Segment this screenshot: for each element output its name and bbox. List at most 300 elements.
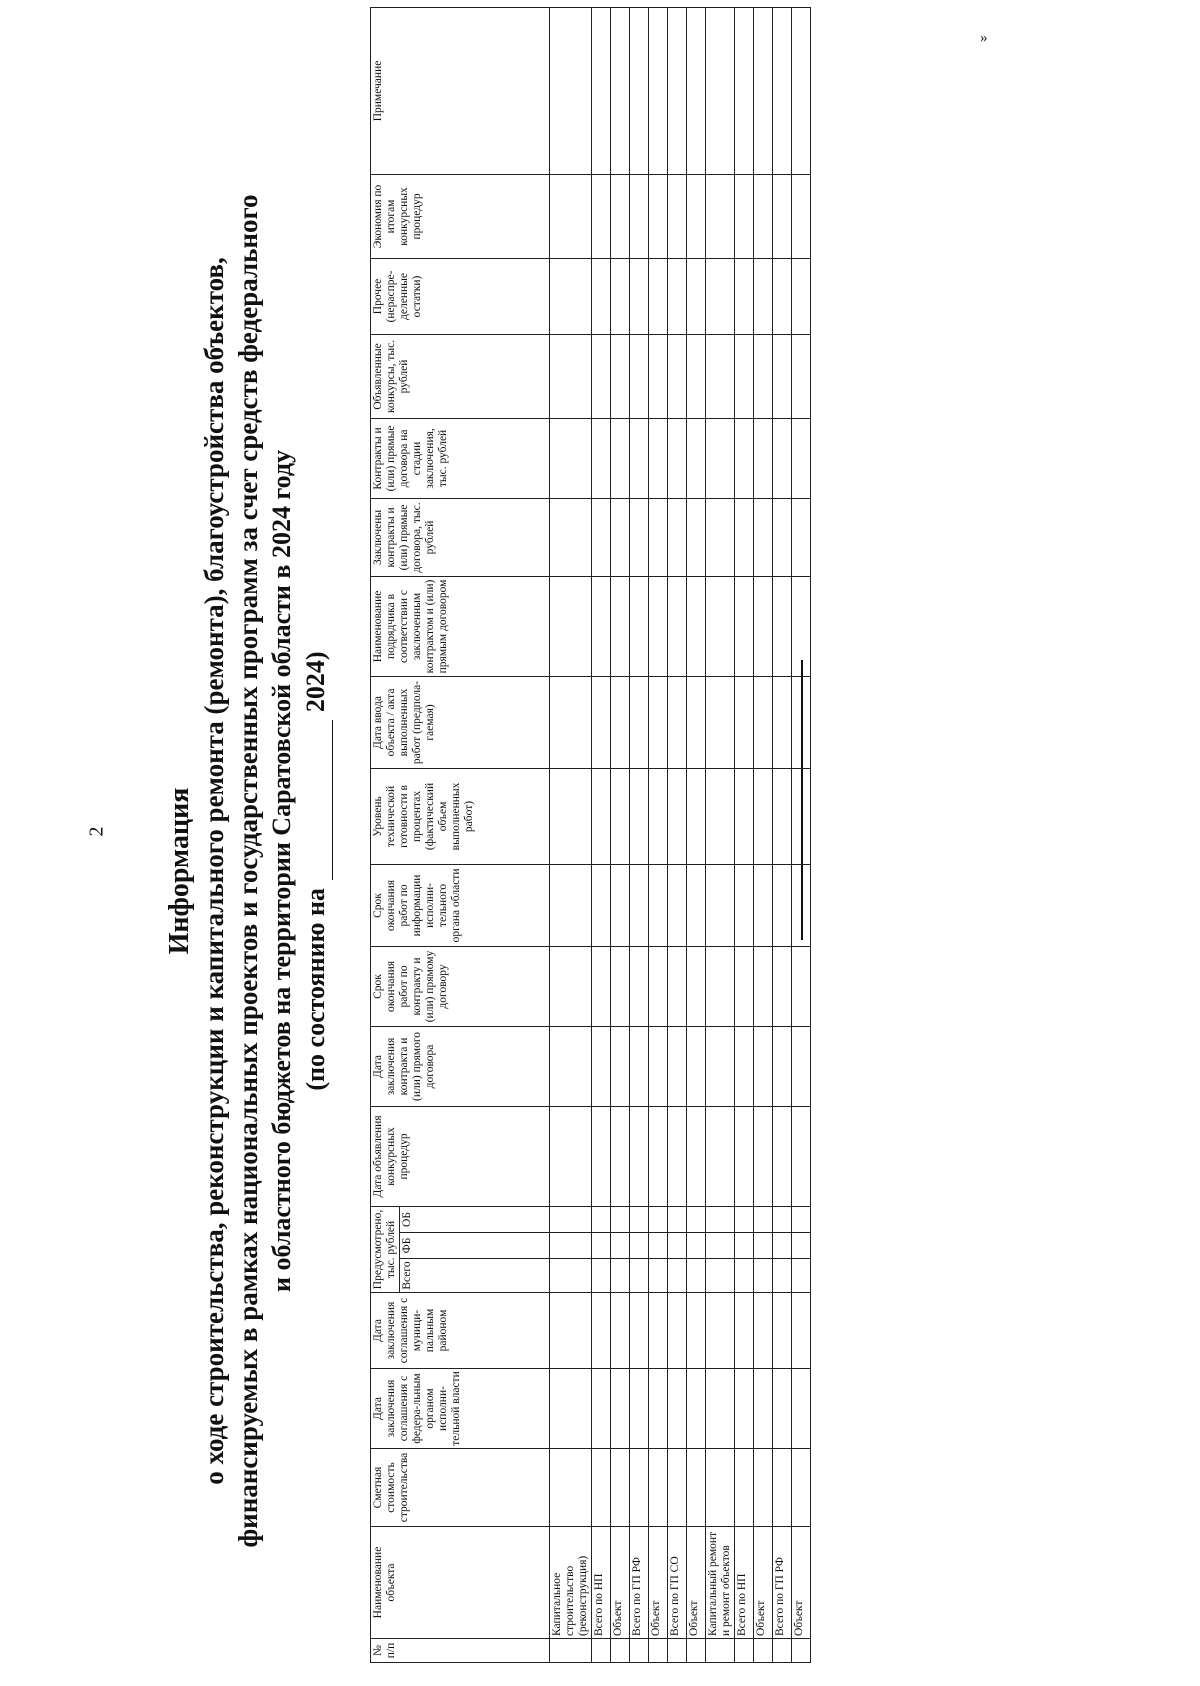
table-cell (773, 418, 792, 498)
table-cell (550, 946, 592, 1026)
table-cell (706, 498, 735, 576)
table-cell (706, 418, 735, 498)
table-cell (792, 1026, 811, 1106)
table-cell (592, 1293, 611, 1369)
corner-mark: » (980, 30, 988, 46)
table-row (668, 7, 687, 1662)
table-cell (592, 1106, 611, 1206)
row-num-cell (592, 1639, 611, 1663)
row-num-cell (550, 1639, 592, 1663)
table-cell (630, 1259, 649, 1293)
table-cell (687, 946, 706, 1026)
table-cell (754, 946, 773, 1026)
table-cell (592, 1233, 611, 1259)
table-cell (611, 1449, 630, 1527)
title-line-2: о ходе строительства, реконструкции и капитального ремонта (ремонта), благоустройства объектов, (199, 257, 229, 1485)
table-cell (649, 864, 668, 946)
table-cell (773, 676, 792, 768)
table-cell (668, 946, 687, 1026)
table-cell (611, 418, 630, 498)
row-num-cell (773, 1639, 792, 1663)
table-cell (668, 334, 687, 418)
table-cell (792, 676, 811, 768)
table-cell (735, 258, 754, 334)
table-cell (706, 174, 735, 258)
table-cell (706, 1293, 735, 1369)
table-cell (611, 334, 630, 418)
table-cell (687, 1206, 706, 1232)
table-cell (550, 1106, 592, 1206)
table-cell (706, 7, 735, 174)
table-cell (687, 676, 706, 768)
table-cell (630, 1206, 649, 1232)
table-cell (735, 7, 754, 174)
table-cell (550, 1293, 592, 1369)
status-date-prefix: (по состоянию на (301, 888, 330, 1091)
table-cell (735, 1026, 754, 1106)
table-cell (792, 174, 811, 258)
table-cell (687, 1369, 706, 1449)
status-date-suffix: 2024) (301, 651, 330, 713)
table-cell (649, 498, 668, 576)
table-cell (773, 1449, 792, 1527)
table-cell (649, 1026, 668, 1106)
table-cell (668, 576, 687, 676)
col-contractor: Наименование подрядчика в соответствии с заключенным контрактом и (или) прямым договором (371, 576, 550, 676)
table-cell (754, 1369, 773, 1449)
table-row (792, 7, 811, 1662)
table-cell (550, 418, 592, 498)
table-cell (687, 498, 706, 576)
table-cell (649, 1233, 668, 1259)
table-cell (592, 1369, 611, 1449)
table-cell (592, 258, 611, 334)
table-cell (792, 1449, 811, 1527)
table-cell (754, 1026, 773, 1106)
table-cell (773, 258, 792, 334)
table-cell (611, 258, 630, 334)
row-label: Объект (754, 1527, 773, 1639)
row-label: Объект (611, 1527, 630, 1639)
table-cell (649, 1369, 668, 1449)
table-cell (630, 676, 649, 768)
table-cell (630, 1449, 649, 1527)
table-cell (706, 1369, 735, 1449)
table-cell (773, 1106, 792, 1206)
col-planned: Предусмотрено, тыс. рублей (371, 1206, 400, 1292)
table-cell (792, 498, 811, 576)
table-cell (592, 676, 611, 768)
table-cell (706, 864, 735, 946)
table-cell (754, 1233, 773, 1259)
table-cell (773, 864, 792, 946)
table-cell (792, 1259, 811, 1293)
table-cell (706, 1259, 735, 1293)
table-cell (773, 1026, 792, 1106)
table-cell (649, 258, 668, 334)
table-cell (687, 864, 706, 946)
table-cell (592, 946, 611, 1026)
table-cell (550, 7, 592, 174)
table-cell (649, 768, 668, 864)
table-cell (735, 1233, 754, 1259)
table-cell (687, 1293, 706, 1369)
table-cell (611, 576, 630, 676)
table-cell (649, 1259, 668, 1293)
col-date-announce: Дата объявления конкурсных процедур (371, 1106, 550, 1206)
col-readiness: Уровень технической готовности в процентах (фактический объем выполненных работ) (371, 768, 550, 864)
title-line-4: и областного бюджетов на территории Саратовской области в 2024 году (267, 449, 296, 1293)
table-cell (550, 258, 592, 334)
col-contracts-signed: Заключены контракты и (или) прямые договора, тыс. рублей (371, 498, 550, 576)
table-cell (630, 258, 649, 334)
table-cell (668, 174, 687, 258)
table-cell (668, 1233, 687, 1259)
table-cell (706, 576, 735, 676)
table-cell (668, 498, 687, 576)
table-cell (773, 768, 792, 864)
table-cell (550, 1259, 592, 1293)
table-cell (773, 946, 792, 1026)
table-cell (649, 576, 668, 676)
row-num-cell (668, 1639, 687, 1663)
table-cell (550, 1369, 592, 1449)
table-cell (630, 498, 649, 576)
table-cell (773, 1293, 792, 1369)
table-cell (773, 576, 792, 676)
table-cell (687, 334, 706, 418)
table-cell (773, 7, 792, 174)
table-cell (630, 1293, 649, 1369)
table-cell (706, 258, 735, 334)
table-cell (754, 576, 773, 676)
table-cell (592, 864, 611, 946)
table-cell (687, 576, 706, 676)
table-cell (735, 418, 754, 498)
table-cell (735, 676, 754, 768)
table-cell (687, 1106, 706, 1206)
table-cell (706, 1449, 735, 1527)
table-cell (735, 1206, 754, 1232)
table-cell (792, 1293, 811, 1369)
table-cell (649, 1293, 668, 1369)
table-cell (611, 1106, 630, 1206)
col-announced: Объявленные конкурсы, тыс. рублей (371, 334, 550, 418)
table-cell (649, 676, 668, 768)
table-cell (792, 1106, 811, 1206)
table-row (649, 7, 668, 1662)
table-cell (754, 676, 773, 768)
table-cell (754, 1206, 773, 1232)
table-cell (611, 676, 630, 768)
table-cell (754, 498, 773, 576)
row-num-cell (687, 1639, 706, 1663)
table-cell (592, 1449, 611, 1527)
table-cell (754, 864, 773, 946)
table-cell (735, 1369, 754, 1449)
col-contracts-stage: Контракты и (или) прямые договора на стадии заключения, тыс. рублей (371, 418, 550, 498)
table-cell (611, 174, 630, 258)
table-cell (773, 1206, 792, 1232)
table-cell (592, 7, 611, 174)
table-cell (649, 1449, 668, 1527)
col-other: Прочее (нераспре-деленные остатки) (371, 258, 550, 334)
table-cell (754, 1449, 773, 1527)
table-cell (611, 1259, 630, 1293)
table-cell (687, 258, 706, 334)
table-cell (754, 768, 773, 864)
table-cell (668, 1449, 687, 1527)
table-cell (611, 1293, 630, 1369)
table-cell (630, 7, 649, 174)
table-row (687, 7, 706, 1662)
table-cell (735, 498, 754, 576)
table-cell (611, 1026, 630, 1106)
table-cell (630, 576, 649, 676)
table-cell (550, 1026, 592, 1106)
table-cell (792, 1369, 811, 1449)
table-cell (668, 1026, 687, 1106)
table-cell (592, 1259, 611, 1293)
row-num-cell (706, 1639, 735, 1663)
table-cell (611, 1233, 630, 1259)
table-cell (668, 768, 687, 864)
table-cell (687, 7, 706, 174)
table-cell (735, 946, 754, 1026)
table-cell (706, 676, 735, 768)
table-cell (687, 418, 706, 498)
table-cell (611, 946, 630, 1026)
table-cell (630, 418, 649, 498)
table-cell (754, 1259, 773, 1293)
title-line-3: финансируемых в рамках национальных проектов и государственных программ за счет средств федерального (233, 194, 263, 1548)
table-cell (735, 864, 754, 946)
table-cell (550, 334, 592, 418)
table-cell (754, 258, 773, 334)
table-cell (754, 334, 773, 418)
table-cell (792, 1233, 811, 1259)
table-cell (735, 768, 754, 864)
table-cell (630, 1106, 649, 1206)
table-cell (773, 1259, 792, 1293)
col-num: № п/п (371, 1639, 550, 1663)
row-num-cell (792, 1639, 811, 1663)
table-cell (687, 1026, 706, 1106)
table-cell (592, 768, 611, 864)
table-cell (649, 334, 668, 418)
table-cell (550, 676, 592, 768)
table-cell (687, 1449, 706, 1527)
row-num-cell (611, 1639, 630, 1663)
col-planned-total: Всего (400, 1259, 550, 1293)
title-line-5 (299, 61, 333, 1681)
row-label: Объект (792, 1527, 811, 1639)
table-cell (649, 946, 668, 1026)
col-term-contract: Срок окончания работ по контракту и (или) прямому договору (371, 946, 550, 1026)
table-cell (550, 768, 592, 864)
row-num-cell (754, 1639, 773, 1663)
table-cell (735, 1259, 754, 1293)
table-cell (754, 174, 773, 258)
table-cell (773, 498, 792, 576)
table-row (611, 7, 630, 1662)
table-cell (668, 1369, 687, 1449)
table-row (735, 7, 754, 1662)
table-cell (792, 334, 811, 418)
table-cell (592, 576, 611, 676)
table-cell (550, 1233, 592, 1259)
table-cell (611, 768, 630, 864)
row-label: Капитальное строительство (реконструкция) (550, 1527, 592, 1639)
table-cell (687, 768, 706, 864)
table-cell (592, 1206, 611, 1232)
table-cell (592, 334, 611, 418)
table-cell (754, 1293, 773, 1369)
page-number: 2 (85, 826, 108, 837)
table-cell (592, 418, 611, 498)
table-cell (735, 576, 754, 676)
table-cell (668, 1259, 687, 1293)
table-cell (754, 418, 773, 498)
col-date-contract: Дата заключения контракта и (или) прямого договора (371, 1026, 550, 1106)
header-row (371, 7, 400, 1662)
table-cell (668, 864, 687, 946)
table-cell (773, 1369, 792, 1449)
table-cell (550, 174, 592, 258)
table-cell (792, 418, 811, 498)
col-name: Наименование объекта (371, 1527, 550, 1639)
row-label: Всего по ГП РФ (773, 1527, 792, 1639)
table-cell (630, 946, 649, 1026)
table-cell (550, 1449, 592, 1527)
table-cell (630, 174, 649, 258)
table-cell (668, 1293, 687, 1369)
table-cell (630, 864, 649, 946)
table-cell (668, 418, 687, 498)
col-date-commission: Дата ввода объекта / акта выполненных работ (предпола-гаемая) (371, 676, 550, 768)
table-row (706, 7, 735, 1662)
title-heading: Информация (164, 787, 195, 955)
table-cell (592, 498, 611, 576)
table-cell (792, 864, 811, 946)
table-cell (630, 768, 649, 864)
table-cell (735, 334, 754, 418)
table-cell (649, 1106, 668, 1206)
document-title (163, 61, 333, 1681)
table-row (592, 7, 611, 1662)
row-label: Всего по НП (592, 1527, 611, 1639)
row-num-cell (630, 1639, 649, 1663)
table-cell (706, 1026, 735, 1106)
col-cost: Сметная стоимость строительства (371, 1449, 550, 1527)
table-cell (735, 1449, 754, 1527)
row-num-cell (735, 1639, 754, 1663)
table-cell (792, 576, 811, 676)
col-term-info: Срок окончания работ по информации исполни-тельного органа области (371, 864, 550, 946)
table-cell (687, 1233, 706, 1259)
table-cell (735, 1106, 754, 1206)
landscape-page (163, 61, 1163, 1681)
row-label: Капитальный ремонт и ремонт объектов (706, 1527, 735, 1639)
table-row (773, 7, 792, 1662)
table-cell (611, 1206, 630, 1232)
table-cell (668, 7, 687, 174)
row-label: Всего по ГП РФ (630, 1527, 649, 1639)
table-cell (773, 1233, 792, 1259)
table-cell (706, 334, 735, 418)
table-row (754, 7, 773, 1662)
table-cell (630, 334, 649, 418)
row-label: Объект (687, 1527, 706, 1639)
table-cell (706, 1106, 735, 1206)
table-cell (706, 946, 735, 1026)
table-cell (611, 864, 630, 946)
col-savings: Экономия по итогам конкурсных процедур (371, 174, 550, 258)
table-body (550, 7, 811, 1662)
col-date-mun: Дата заключения соглашения с муници-пальным районом (371, 1293, 550, 1369)
table-cell (687, 174, 706, 258)
table-cell (706, 1206, 735, 1232)
table-cell (550, 864, 592, 946)
table-cell (792, 7, 811, 174)
table-cell (592, 174, 611, 258)
table-cell (668, 676, 687, 768)
row-label: Всего по НП (735, 1527, 754, 1639)
table-cell (754, 7, 773, 174)
table-cell (592, 1026, 611, 1106)
date-blank (306, 720, 333, 880)
table-cell (550, 1206, 592, 1232)
table-cell (792, 258, 811, 334)
table-cell (668, 1106, 687, 1206)
col-note: Примечание (371, 7, 550, 174)
col-planned-fb: ФБ (400, 1233, 550, 1259)
table-cell (792, 1206, 811, 1232)
table-cell (630, 1369, 649, 1449)
table-cell (773, 174, 792, 258)
report-table (370, 7, 811, 1663)
col-planned-ob: ОБ (400, 1206, 550, 1232)
table-cell (773, 334, 792, 418)
table-cell (687, 1259, 706, 1293)
table-cell (550, 498, 592, 576)
table-row (630, 7, 649, 1662)
table-cell (706, 1233, 735, 1259)
table-cell (611, 498, 630, 576)
table-cell (649, 174, 668, 258)
table-cell (792, 946, 811, 1026)
table-cell (630, 1026, 649, 1106)
row-label: Всего по ГП СО (668, 1527, 687, 1639)
table-cell (706, 768, 735, 864)
table-cell (649, 1206, 668, 1232)
table-cell (550, 576, 592, 676)
table-cell (611, 7, 630, 174)
table-cell (630, 1233, 649, 1259)
table-cell (668, 258, 687, 334)
row-label: Объект (649, 1527, 668, 1639)
table-cell (649, 7, 668, 174)
table-cell (735, 174, 754, 258)
table-cell (611, 1369, 630, 1449)
table-row (550, 7, 592, 1662)
col-date-fed: Дата заключения соглашения с федера-льным органом исполни-тельной власти (371, 1369, 550, 1449)
table-cell (754, 1106, 773, 1206)
table-cell (735, 1293, 754, 1369)
table-cell (649, 418, 668, 498)
row-num-cell (649, 1639, 668, 1663)
table-cell (668, 1206, 687, 1232)
